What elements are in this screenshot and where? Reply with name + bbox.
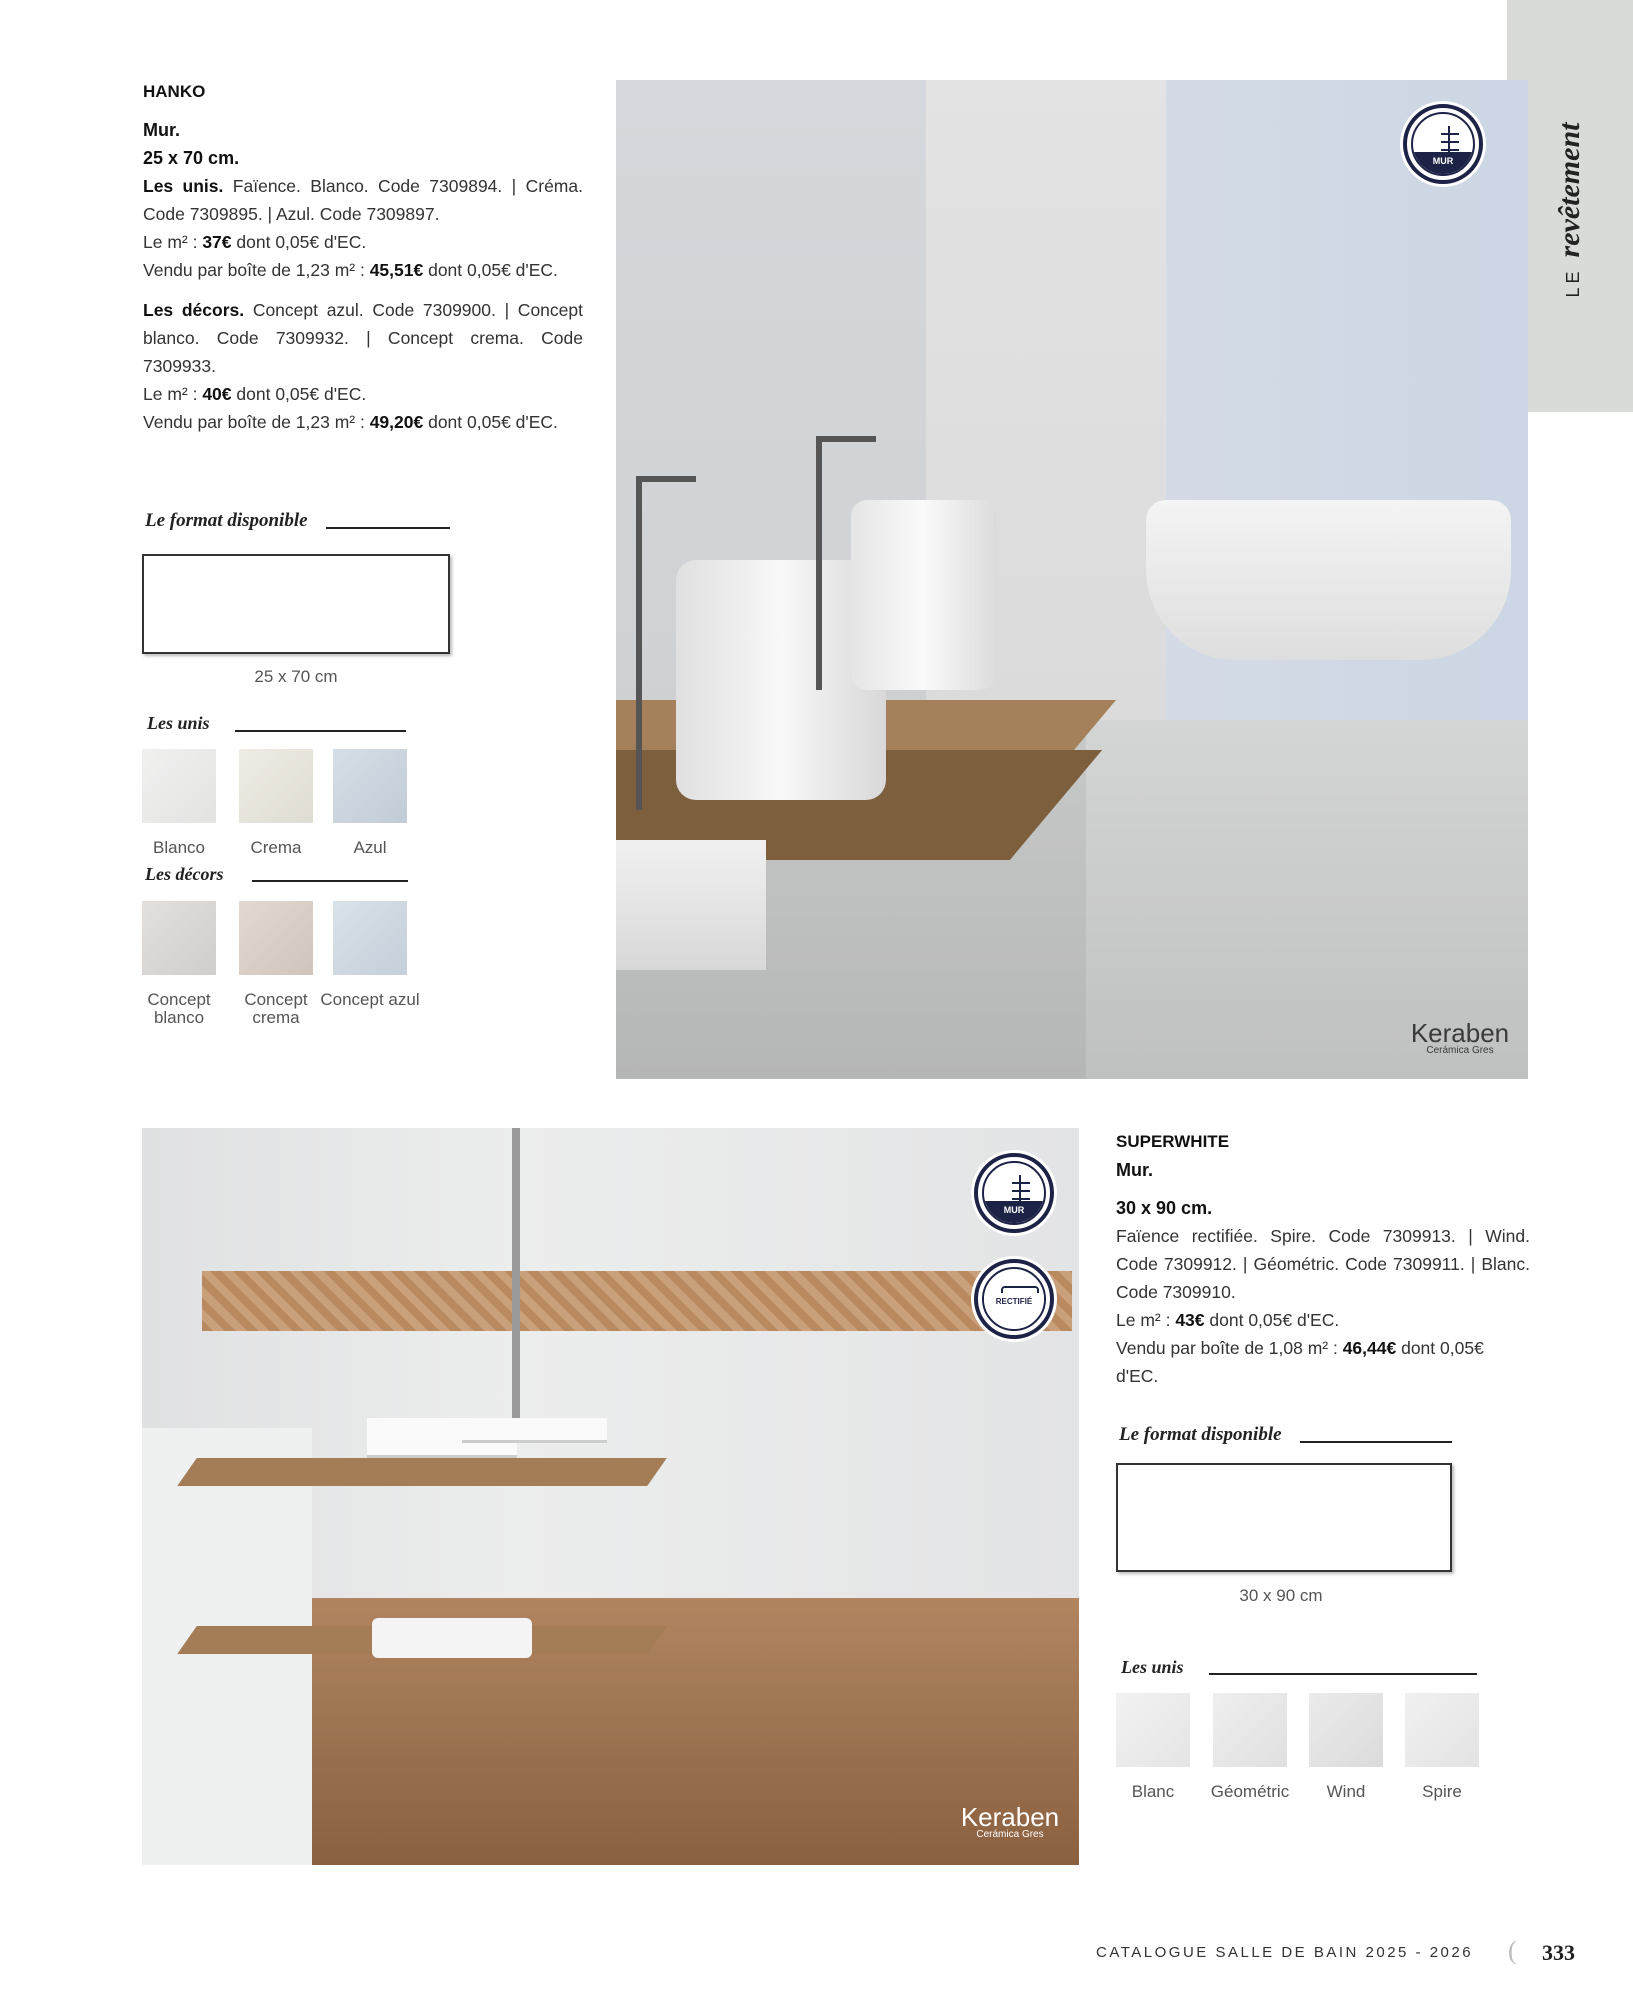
box-label: Vendu par boîte de 1,23 m² :	[143, 412, 370, 432]
unis-text: Faïence. Blanco. Code 7309894. | Créma. Code 7309895. | Azul. Code 7309897.	[143, 176, 583, 224]
divider	[1209, 1673, 1477, 1675]
mur-badge-label: MUR	[984, 1201, 1044, 1223]
superwhite-unis-heading: Les unis	[1121, 1657, 1184, 1677]
superwhite-unis-swatch-label: Wind	[1326, 1782, 1366, 1801]
superwhite-unis-swatch	[1116, 1693, 1190, 1767]
superwhite-size: 30 x 90 cm.	[1116, 1198, 1213, 1218]
superwhite-description	[1116, 1128, 1530, 1390]
rectifie-badge	[974, 1259, 1054, 1339]
price-note: dont 0,05€ d'EC.	[1116, 1338, 1484, 1386]
brand-name: Keraben	[960, 1802, 1060, 1832]
divider	[1300, 1441, 1452, 1443]
section-tab-title: revêtement	[1553, 122, 1586, 258]
section-tab-prefix: LE	[1563, 267, 1583, 298]
hanko-description	[143, 82, 583, 436]
hanko-format-heading: Le format disponible	[145, 510, 308, 531]
price-note: dont 0,05€ d'EC.	[423, 412, 558, 432]
hanko-unis-swatch-label: Blanco	[153, 838, 205, 857]
superwhite-format-size: 30 x 90 cm	[1239, 1586, 1323, 1605]
hanko-size: 25 x 70 cm.	[143, 148, 240, 168]
hanko-decors-swatch	[142, 901, 216, 975]
brand-name: Keraben	[1410, 1018, 1510, 1048]
hanko-unis-swatch	[142, 749, 216, 823]
box-label: Vendu par boîte de 1,08 m² :	[1116, 1338, 1343, 1358]
hanko-unis-swatch	[333, 749, 407, 823]
decors-box-price: 49,20€	[369, 412, 424, 432]
price-note: dont 0,05€ d'EC.	[1204, 1310, 1340, 1330]
hanko-format-size: 25 x 70 cm	[254, 667, 338, 686]
hanko-unis-heading: Les unis	[147, 713, 210, 733]
divider	[235, 730, 406, 732]
rectifie-badge-label: RECTIFIÉ	[984, 1293, 1044, 1315]
superwhite-bathroom-photo	[142, 1128, 1079, 1865]
hanko-type: Mur.	[143, 120, 181, 140]
decors-label: Les décors.	[143, 300, 245, 320]
price-label: Le m² :	[1116, 1310, 1176, 1330]
unis-box-price: 45,51€	[369, 260, 424, 280]
page-number: 333	[1542, 1940, 1575, 1965]
hanko-decors-swatch	[239, 901, 313, 975]
footer-separator: (	[1508, 1936, 1517, 1965]
price-note: dont 0,05€ d'EC.	[231, 384, 367, 404]
brand-sub: Cerámica Gres	[976, 1829, 1044, 1840]
hanko-decors-swatch-label: Concept azul	[320, 990, 420, 1009]
superwhite-format-heading: Le format disponible	[1119, 1424, 1282, 1445]
hanko-unis-swatch	[239, 749, 313, 823]
keraben-logo	[1405, 1018, 1515, 1056]
superwhite-unis-swatch	[1213, 1693, 1287, 1767]
price-note: dont 0,05€ d'EC.	[231, 232, 367, 252]
hanko-format-box	[142, 554, 450, 654]
footer-catalogue: CATALOGUE SALLE DE BAIN 2025 - 2026	[1096, 1944, 1474, 1961]
superwhite-title: SUPERWHITE	[1116, 1132, 1230, 1151]
box-label: Vendu par boîte de 1,23 m² :	[143, 260, 370, 280]
price-label: Le m² :	[143, 384, 203, 404]
superwhite-unis-swatch	[1309, 1693, 1383, 1767]
decors-text: Concept azul. Code 7309900. | Concept blanco. Code 7309932. | Concept crema. Code 7309933.	[143, 300, 583, 376]
superwhite-unis-swatch-label: Spire	[1422, 1782, 1462, 1801]
decors-m2-price: 40€	[202, 384, 232, 404]
mur-badge-label: MUR	[1413, 152, 1473, 174]
keraben-logo	[955, 1802, 1065, 1840]
hanko-unis-swatch-label: Azul	[353, 838, 387, 857]
unis-m2-price: 37€	[202, 232, 232, 252]
mur-badge	[974, 1153, 1054, 1233]
hanko-decors-heading: Les décors	[145, 864, 224, 884]
superwhite-unis-swatch-label: Géométric	[1210, 1782, 1290, 1801]
hanko-bathroom-photo	[616, 80, 1528, 1079]
hanko-decors-swatch-label: Concept crema	[244, 990, 308, 1027]
hanko-decors-swatch-label: Concept blanco	[147, 990, 211, 1027]
divider	[326, 527, 450, 529]
price-note: dont 0,05€ d'EC.	[423, 260, 558, 280]
price-label: Le m² :	[143, 232, 203, 252]
superwhite-unis-swatch-label: Blanc	[1131, 1782, 1175, 1801]
hanko-title: HANKO	[143, 82, 206, 101]
superwhite-type: Mur.	[1116, 1160, 1154, 1180]
mur-badge	[1403, 104, 1483, 184]
superwhite-format-box	[1116, 1463, 1452, 1572]
superwhite-m2-price: 43€	[1175, 1310, 1205, 1330]
unis-label: Les unis.	[143, 176, 224, 196]
superwhite-text: Faïence rectifiée. Spire. Code 7309913. | Wind. Code 7309912. | Géométric. Code 7309911. | Blanc. Code 7309910.	[1116, 1226, 1530, 1302]
hanko-decors-swatch	[333, 901, 407, 975]
brand-sub: Cerámica Gres	[1426, 1045, 1494, 1056]
hanko-unis-swatch-label: Crema	[250, 838, 302, 857]
divider	[252, 880, 408, 882]
superwhite-unis-swatch	[1405, 1693, 1479, 1767]
superwhite-box-price: 46,44€	[1342, 1338, 1397, 1358]
